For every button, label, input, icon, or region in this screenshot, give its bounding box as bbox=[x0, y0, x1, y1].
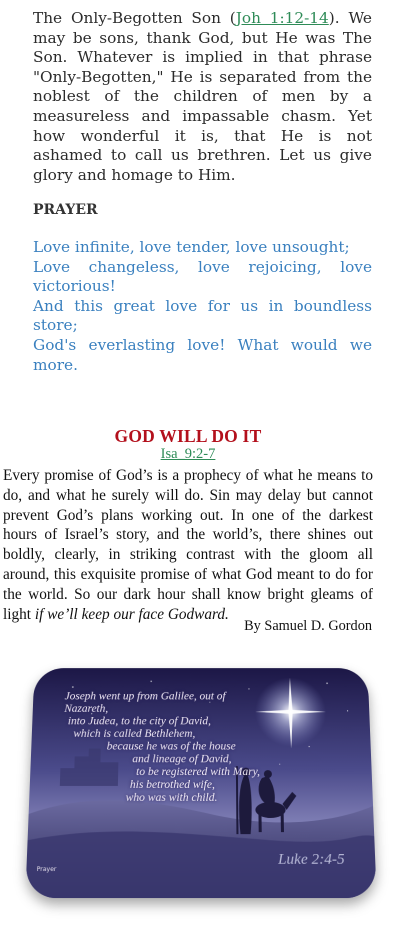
verse-line: because he was of the house bbox=[106, 740, 236, 753]
intro-paragraph bbox=[33, 9, 372, 185]
prayer-line: And this great love for us in boundless bbox=[33, 296, 372, 315]
image-credit: Prayer bbox=[36, 865, 57, 874]
verse-line: Joseph went up from Galilee, out of Nazareth, bbox=[64, 690, 226, 715]
verse-line: into Judea, to the city of David, bbox=[67, 715, 211, 728]
devotion-italic-text: if we’ll keep our face Godward. bbox=[34, 605, 229, 623]
prayer-line: Love infinite, love tender, love unsought; bbox=[33, 238, 350, 256]
verse-line: and lineage of David, bbox=[132, 753, 232, 766]
intro-text-rest: ). We may be sons, thank God, but He was The Son. Whatever is implied in that phrase "Only-Begotten," He is separated from the noblest of the children of men by a measureless and impassable chasm. Yet how wonderful it is, that He is not ashamed to call us brethren. Let us give glory and homage to Him. bbox=[33, 9, 372, 184]
prayer-line: Love changeless, love rejoicing, love bbox=[33, 257, 372, 276]
verse-line: to be registered with Mary, bbox=[136, 766, 261, 779]
devotion-title: GOD WILL DO IT bbox=[114, 426, 262, 446]
devotion-paragraph bbox=[3, 466, 373, 624]
nativity-verse-image bbox=[25, 668, 376, 898]
verse-line: who was with child. bbox=[125, 791, 218, 804]
prayer-text bbox=[33, 238, 372, 375]
prayer-line: store; bbox=[33, 316, 78, 335]
devotion-text: Every promise of God’s is a prophecy of what he means to do, and what he surely will do. Sin may delay but cannot prevent God’s plans working out. In one of the darkest hours of Israel’s story, and the world’s, there shines out boldly, clearly, in striking contrast with the gloom all around, this exquisite promise of what God meant to do for the world. So our dark hour shall know bright gleams of light bbox=[3, 467, 373, 623]
intro-text-start: The Only-Begotten Son ( bbox=[33, 9, 236, 27]
devotion-reference bbox=[0, 446, 376, 463]
verse-line: his betrothed wife, bbox=[129, 779, 215, 791]
card-reference: Luke 2:4-5 bbox=[277, 851, 345, 868]
prayer-heading: PRAYER bbox=[33, 202, 98, 218]
card-verse bbox=[61, 691, 262, 805]
prayer-line: more. bbox=[33, 355, 78, 374]
author-byline: By Samuel D. Gordon bbox=[244, 618, 372, 634]
prayer-line: victorious! bbox=[33, 277, 116, 296]
scripture-link-joh[interactable]: Joh 1:12-14 bbox=[235, 9, 329, 27]
scripture-link-isa[interactable]: Isa_9:2-7 bbox=[160, 446, 216, 462]
verse-line: which is called Bethlehem, bbox=[73, 728, 196, 740]
prayer-line: God's everlasting love! What would we bbox=[33, 335, 372, 354]
